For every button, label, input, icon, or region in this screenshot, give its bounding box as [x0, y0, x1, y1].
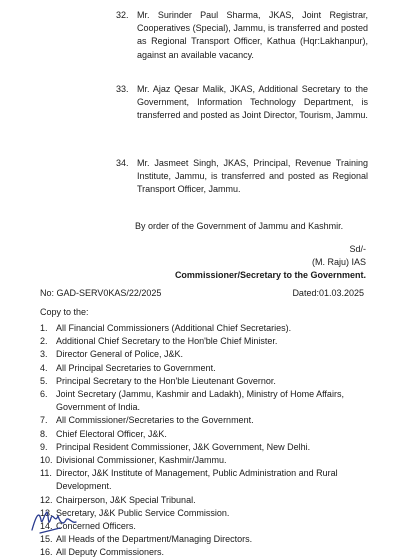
order-text: Mr. Jasmeet Singh, JKAS, Principal, Revenue Training Institute, Jammu, is transferred and posted as Regional Transport Officer, Jammu. [137, 158, 368, 195]
order-number: 34. [116, 158, 129, 168]
signatory-name: (M. Raju) IAS [311, 257, 366, 267]
order-item-34 [116, 157, 368, 197]
order-text: Mr. Surinder Paul Sharma, JKAS, Joint Registrar, Cooperatives (Special), Jammu, is transferred and posted as Regional Transport Officer, Kathua (Hqr:Lakhanpur), against an available vacancy. [137, 10, 368, 60]
list-item: 8. Chief Electoral Officer, J&K. [40, 428, 167, 439]
copy-to-heading: Copy to the: [40, 307, 89, 317]
list-item: 3. Director General of Police, J&K. [40, 349, 184, 360]
by-order-line: By order of the Government of Jammu and Kashmir. [135, 221, 344, 231]
list-item: 13. Secretary, J&K Public Service Commission. [40, 507, 230, 518]
list-item: 6. Joint Secretary (Jammu, Kashmir and Ladakh), Ministry of Home Affairs, Government of India. [40, 389, 344, 413]
order-item-33 [116, 83, 368, 123]
order-text: Mr. Ajaz Qesar Malik, JKAS, Additional Secretary to the Government, Information Technology Department, is transferred and posted as Joint Director, Tourism, Jammu. [137, 84, 368, 121]
sd-mark: Sd/- [349, 244, 366, 254]
list-item: 4. All Principal Secretaries to Government. [40, 362, 216, 373]
list-item: 10. Divisional Commissioner, Kashmir/Jammu. [40, 455, 227, 466]
issue-date: Dated:01.03.2025 [292, 288, 364, 298]
list-item: 7. All Commissioner/Secretaries to the Government. [40, 415, 254, 426]
list-item: 15. All Heads of the Department/Managing Directors. [40, 534, 253, 545]
order-number: 33. [116, 84, 129, 94]
order-number: 32. [116, 10, 129, 20]
list-item: 2. Additional Chief Secretary to the Hon'ble Chief Minister. [40, 336, 278, 347]
list-item: 11. Director, J&K Institute of Management, Public Administration and Rural Development. [40, 468, 338, 492]
list-item: 16. All Deputy Commissioners. [40, 547, 165, 558]
order-item-32 [116, 9, 368, 62]
list-item: 1. All Financial Commissioners (Additional Chief Secretaries). [40, 323, 292, 333]
reference-number: No: GAD-SERV0KAS/22/2025 [40, 288, 162, 298]
list-item: 5. Principal Secretary to the Hon'ble Lieutenant Governor. [40, 375, 276, 386]
signatory-designation: Commissioner/Secretary to the Government. [174, 270, 366, 280]
list-item: 9. Principal Resident Commissioner, J&K Government, New Delhi. [40, 441, 311, 452]
list-item: 14. Concerned Officers. [40, 521, 136, 532]
handwritten-signature [30, 506, 86, 536]
list-item: 12. Chairperson, J&K Special Tribunal. [40, 494, 196, 505]
copy-list [40, 322, 370, 560]
